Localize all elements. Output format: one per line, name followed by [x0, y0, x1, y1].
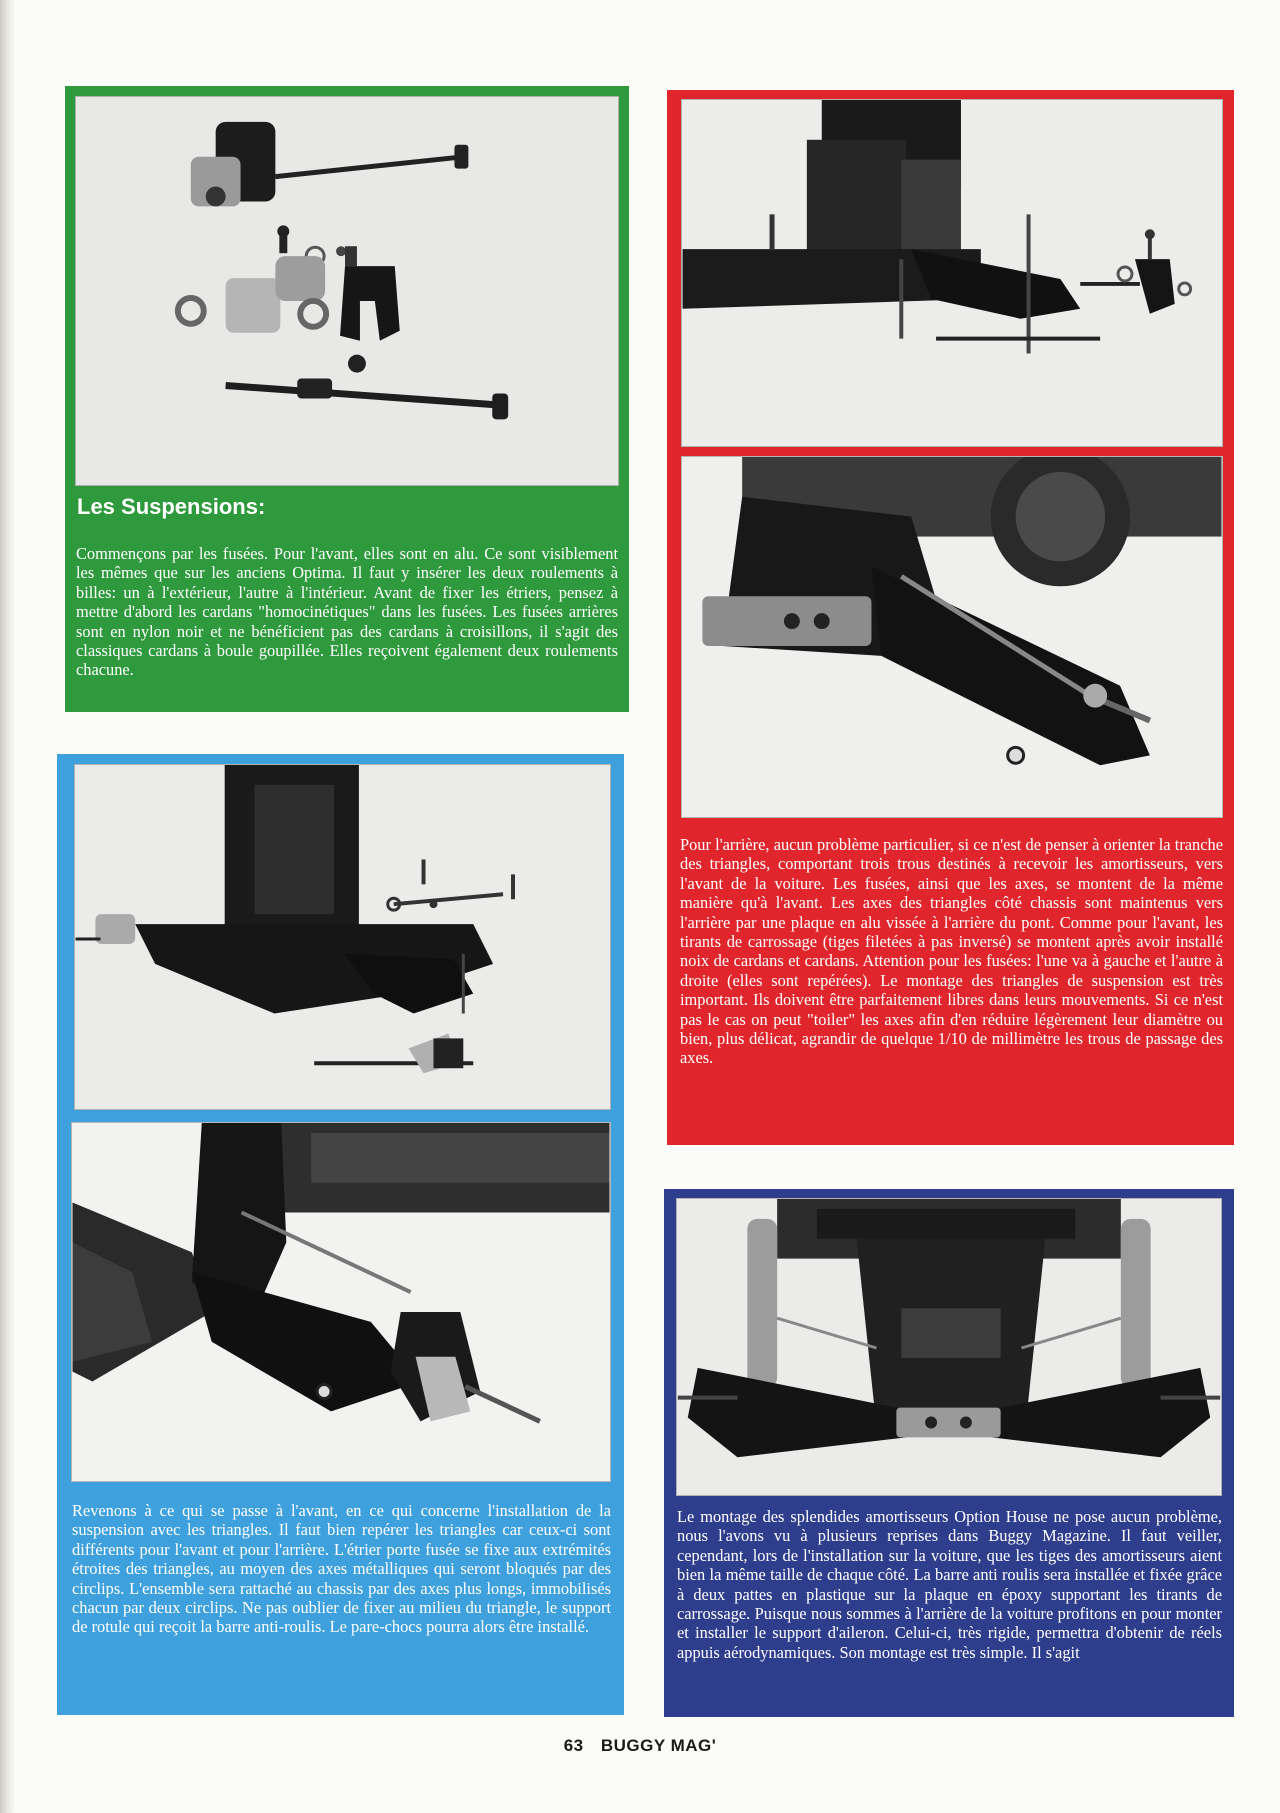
photo-front-suspension-parts — [74, 764, 611, 1110]
red-panel — [667, 90, 1234, 1145]
page-number: 63 — [563, 1736, 584, 1755]
caption-front-triangles: Revenons à ce qui se passe à l'avant, en ce qui concerne l'installation de la suspension avec les triangles. Il faut bien repérer les triangles car ceux-ci sont différents pour l'avant et pour l'arrière. L'étrier porte fusée se fixe aux extrémités étroites des triangles, au moyen des axes métalliques qui seront bloqués par des circlips. L'ensemble sera rattaché au chassis par des axes plus longs, immobilisés chacun par deux circlips. Ne pas oublier de fixer au milieu du triangle, le support de rotule qui reçoit la barre anti-roulis. Le pare-chocs pourra alors être installé. — [72, 1501, 611, 1637]
blue-panel — [57, 754, 624, 1715]
section-heading: Les Suspensions: — [77, 494, 266, 519]
magazine-name: BUGGY MAG' — [600, 1736, 717, 1755]
page-binding-shadow — [0, 0, 16, 1813]
caption-front-hubs: Commençons par les fusées. Pour l'avant, elles sont en alu. Ce sont visiblement les mêmes que sur les anciens Optima. Il faut y insérer les deux roulements à billes: un à l'extérieur, l'autre à l'intérieur. Avant de fixer les étriers, pensez à mettre d'abord les cardans "homocinétiques" dans les fusées. Les fusées arrières sont en nylon noir et ne bénéficient pas des cardans à croisillons, il s'agit des classiques cardans à boule goupillée. Elles reçoivent également deux roulements chacune. — [76, 544, 618, 680]
page-footer — [0, 1736, 1280, 1756]
photo-front-hub-parts — [75, 96, 619, 486]
photo-rear-suspension-closeup — [681, 456, 1223, 818]
caption-shocks: Le montage des splendides amortisseurs Option House ne pose aucun problème, nous l'avons vu à plusieurs reprises dans Buggy Magazine. Il faut veiller, cependant, lors de l'installation sur la voiture, que les tiges des amortisseurs aient bien la même taille de chaque côté. La barre anti roulis sera installée et fixée grâce à deux pattes en plastique sur la plaque en époxy supportant les tirants de carrossage. Puisque nous sommes à l'arrière de la voiture profitons en pour monter et installer le support d'aileron. Celui-ci, très rigide, permettra d'obtenir de réels appuis aérodynamiques. Son montage est très simple. Il s'agit — [677, 1507, 1222, 1662]
photo-rear-suspension-parts — [681, 99, 1223, 447]
photo-rear-shocks — [676, 1198, 1222, 1496]
navy-panel — [664, 1189, 1234, 1717]
photo-front-hub-closeup — [71, 1122, 611, 1482]
caption-rear-assembly: Pour l'arrière, aucun problème particulier, si ce n'est de penser à orienter la tranche des triangles, comportant trois trous destinés à recevoir les amortisseurs, vers l'avant de la voiture. Les fusées, ainsi que les axes, se montent de la même manière qu'à l'avant. Les axes des triangles côté chassis sont maintenus vers l'arrière par une plaque en alu vissée à l'arrière du pont. Comme pour l'avant, les tirants de carrossage (tiges filetées à pas inversé) se montent après avoir installé noix de cardans et cardans. Attention pour les fusées: l'une va à gauche et l'autre à droite (elles sont repérées). Le montage des triangles de suspension est très important. Ils doivent être parfaitement libres dans leurs mouvements. Si ce n'est pas le cas on peut "toiler" les axes afin d'en réduire légèrement leur diamètre ou bien, plus délicat, agrandir de quelque 1/10 de millimètre les trous de passage des axes. — [680, 835, 1223, 1068]
green-panel — [65, 86, 629, 712]
